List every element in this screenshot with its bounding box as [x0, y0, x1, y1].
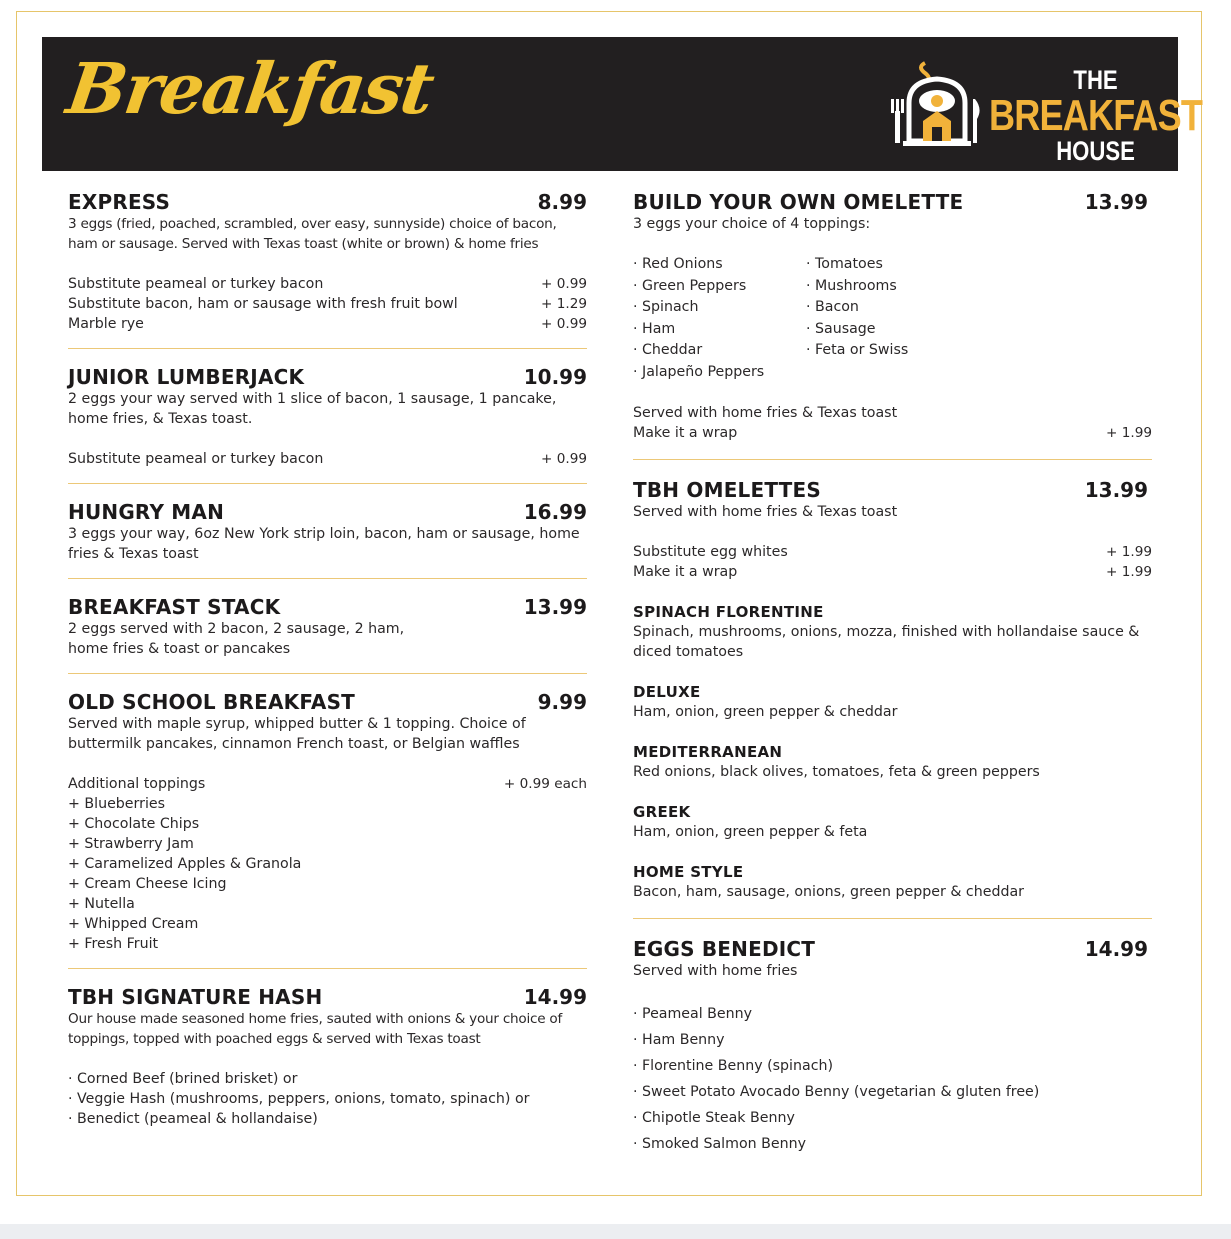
item-name: HUNGRY MAN [68, 500, 225, 524]
omelette-variety: MEDITERRANEAN Red onions, black olives, tomatoes, feta & green peppers [633, 743, 1040, 780]
topping-item: + Blueberries [68, 796, 166, 812]
item-name: EGGS BENEDICT [633, 937, 816, 961]
topping-item: · Sausage [806, 320, 876, 337]
topping-item: · Cheddar [633, 342, 703, 358]
item-description: 2 eggs your way served with 1 slice of bacon, 1 sausage, 1 pancake, home fries, & Texas toast. [68, 391, 557, 427]
item-price: 16.99 [523, 500, 587, 524]
logo-name: BREAKFAST [989, 91, 1203, 140]
section-divider [68, 578, 587, 579]
topping-item: · Jalapeño Peppers [633, 363, 765, 380]
benedict-option: · Smoked Salmon Benny [633, 1136, 806, 1152]
item-price: 8.99 [537, 190, 587, 214]
benedict-option: · Peameal Benny [633, 1006, 753, 1022]
omelette-variety: GREEK Ham, onion, green pepper & feta [633, 803, 868, 840]
benedict-option: · Ham Benny [633, 1032, 725, 1048]
item-description: 3 eggs your choice of 4 toppings: [633, 216, 871, 232]
item-description: Served with home fries & Texas toast [633, 504, 898, 520]
menu-item-breakfast-stack [68, 595, 587, 659]
item-price: 9.99 [537, 690, 587, 714]
menu-item-eggs-benedict [633, 937, 1152, 1157]
served-with: Served with home fries & Texas toast [633, 405, 898, 421]
topping-item: · Green Peppers [633, 277, 747, 294]
section-divider [633, 918, 1152, 919]
item-name: EXPRESS [68, 190, 171, 214]
benedict-option: · Sweet Potato Avocado Benny (vegetarian & gluten free) [633, 1084, 1040, 1100]
topping-item: + Nutella [68, 896, 135, 912]
benedict-option: · Chipotle Steak Benny [633, 1110, 795, 1126]
menu-item-junior-lumberjack [68, 365, 587, 469]
addon-row: Additional toppings + 0.99 each [68, 776, 587, 792]
menu-item-hungry-man [68, 500, 587, 564]
item-description: Served with maple syrup, whipped butter & 1 topping. Choice of buttermilk pancakes, cinnamon French toast, or Belgian waffles [68, 716, 526, 752]
item-name: TBH OMELETTES [633, 478, 821, 502]
addon-row: Substitute egg whites + 1.99 [633, 544, 1152, 560]
menu-header [42, 37, 1203, 171]
item-price: 10.99 [523, 365, 587, 389]
topping-item: · Red Onions [633, 256, 723, 272]
menu-item-signature-hash [68, 985, 587, 1129]
menu-item-express [68, 190, 587, 334]
topping-item: + Whipped Cream [68, 916, 199, 932]
item-description: 3 eggs your way, 6oz New York strip loin, bacon, ham or sausage, home fries & Texas toast [68, 526, 580, 562]
menu-item-build-your-own-omelette [633, 190, 1152, 443]
house-fork-knife-icon [887, 55, 987, 155]
logo-house: HOUSE [1056, 136, 1135, 166]
topping-item: + Chocolate Chips [68, 816, 200, 832]
section-divider [68, 968, 587, 969]
topping-item: · Tomatoes [806, 256, 883, 272]
breakfast-house-logo [887, 55, 1203, 166]
addon-row: Substitute peameal or turkey bacon + 0.99 [68, 276, 587, 292]
topping-item: · Mushrooms [806, 277, 897, 294]
hash-option: · Veggie Hash (mushrooms, peppers, onions, tomato, spinach) or [68, 1091, 530, 1107]
addon-row: Substitute bacon, ham or sausage with fresh fruit bowl + 1.29 [68, 296, 587, 312]
addon-row: Substitute peameal or turkey bacon + 0.99 [68, 451, 587, 467]
item-price: 13.99 [1084, 190, 1148, 214]
item-price: 13.99 [1084, 478, 1148, 502]
omelette-variety: HOME STYLE Bacon, ham, sausage, onions, green pepper & cheddar [633, 863, 1024, 900]
item-price: 14.99 [523, 985, 587, 1009]
addon-row: Marble rye + 0.99 [68, 316, 587, 332]
topping-item: · Ham [633, 320, 676, 337]
item-price: 14.99 [1084, 937, 1148, 961]
benedict-option: · Florentine Benny (spinach) [633, 1058, 834, 1074]
topping-item: · Feta or Swiss [806, 342, 909, 358]
section-divider [633, 459, 1152, 460]
topping-item: + Caramelized Apples & Granola [68, 856, 302, 872]
addon-row: Make it a wrap + 1.99 [633, 564, 1152, 580]
addon-row: Make it a wrap + 1.99 [633, 425, 1152, 441]
omelette-variety: SPINACH FLORENTINE Spinach, mushrooms, onions, mozza, finished with hollandaise sauce & diced tomatoes [633, 603, 1140, 660]
item-description: Served with home fries [633, 963, 798, 979]
item-price: 13.99 [523, 595, 587, 619]
section-divider [68, 348, 587, 349]
section-divider [68, 483, 587, 484]
item-description-line: 2 eggs served with 2 bacon, 2 sausage, 2 ham, [68, 621, 405, 637]
menu-item-tbh-omelettes [633, 478, 1152, 902]
menu-column-right [633, 190, 1152, 1157]
item-name: JUNIOR LUMBERJACK [68, 365, 305, 389]
logo-the: THE [1073, 65, 1118, 95]
item-name: OLD SCHOOL BREAKFAST [68, 690, 356, 714]
item-name: TBH SIGNATURE HASH [68, 985, 323, 1009]
breakfast-title: Breakfast [62, 47, 438, 130]
section-divider [68, 673, 587, 674]
item-description: 3 eggs (fried, poached, scrambled, over easy, sunnyside) choice of bacon, ham or sausage. Served with Texas toast (white or brown) & home fries [68, 216, 557, 252]
item-name: BREAKFAST STACK [68, 595, 281, 619]
hash-option: · Benedict (peameal & hollandaise) [68, 1111, 318, 1127]
topping-item: · Spinach [633, 299, 699, 315]
item-description: Our house made seasoned home fries, sauted with onions & your choice of toppings, topped with poached eggs & served with Texas toast [68, 1011, 563, 1047]
topping-item: · Bacon [806, 299, 859, 315]
menu-column-left [68, 190, 587, 1129]
menu-item-old-school-breakfast [68, 690, 587, 954]
topping-item: + Cream Cheese Icing [68, 876, 227, 892]
item-name: BUILD YOUR OWN OMELETTE [633, 190, 964, 214]
topping-item: + Strawberry Jam [68, 836, 194, 852]
item-description-line: home fries & toast or pancakes [68, 641, 291, 657]
topping-item: + Fresh Fruit [68, 936, 159, 952]
omelette-toppings [633, 254, 1152, 383]
hash-option: · Corned Beef (brined brisket) or [68, 1071, 298, 1087]
omelette-variety: DELUXE Ham, onion, green pepper & cheddar [633, 683, 898, 720]
